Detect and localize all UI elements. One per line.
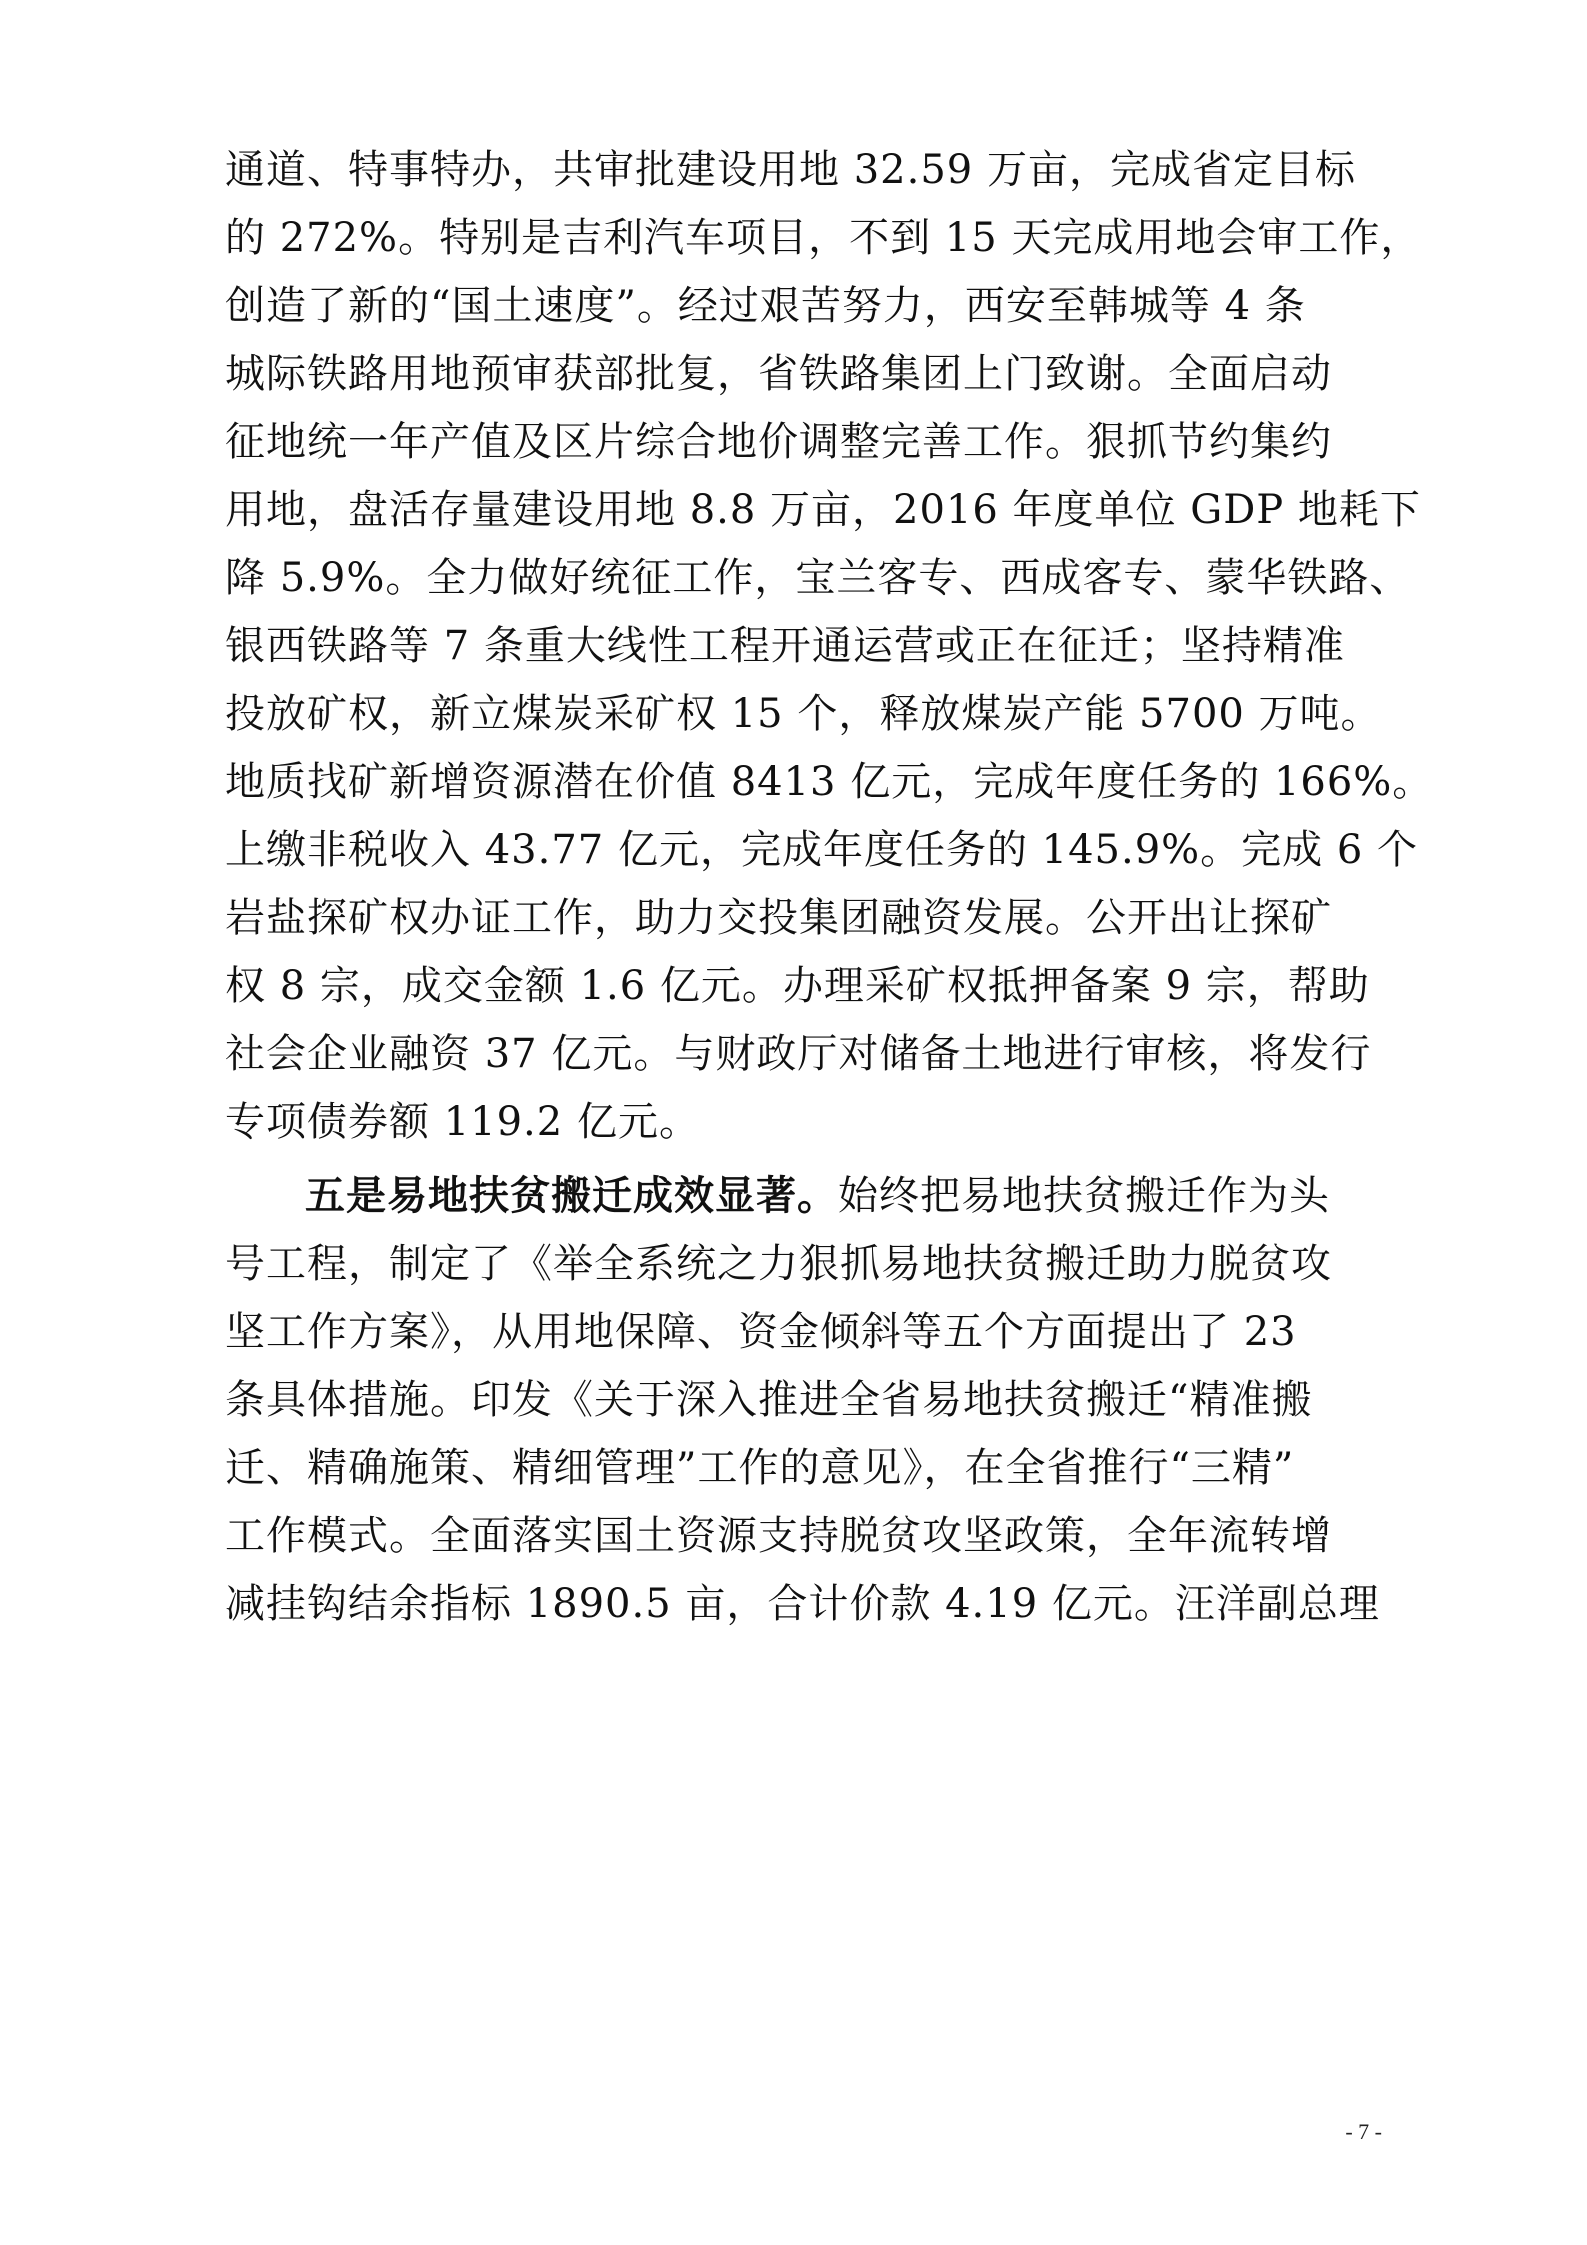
- paragraph-line-13: 权 8 宗，成交金额 1.6 亿元。办理采矿权抵押备案 9 宗，帮助: [225, 963, 1370, 1009]
- paragraph-line-5: 征地统一年产值及区片综合地价调整完善工作。狠抓节约集约: [225, 419, 1332, 465]
- paragraph-2-line-2: 号工程，制定了《举全系统之力狠抓易地扶贫搬迁助力脱贫攻: [225, 1241, 1332, 1287]
- paragraph-line-2: 的 272%。特别是吉利汽车项目，不到 15 天完成用地会审工作，: [225, 215, 1422, 261]
- page-number: - 7 -: [1345, 2119, 1382, 2144]
- paragraph-line-8: 银西铁路等 7 条重大线性工程开通运营或正在征迁；坚持精准: [225, 623, 1345, 669]
- paragraph-line-9: 投放矿权，新立煤炭采矿权 15 个，释放煤炭产能 5700 万吨。: [225, 691, 1382, 737]
- paragraph-line-3: 创造了新的“国土速度”。经过艰苦努力，西安至韩城等 4 条: [225, 283, 1306, 329]
- paragraph-2-line-6: 工作模式。全面落实国土资源支持脱贫攻坚政策，全年流转增: [225, 1513, 1332, 1559]
- section-lead-rest: 始终把易地扶贫搬迁作为头: [838, 1173, 1330, 1219]
- paragraph-2-line-4: 条具体措施。印发《关于深入推进全省易地扶贫搬迁“精准搬: [225, 1377, 1313, 1423]
- paragraph-line-7: 降 5.9%。全力做好统征工作，宝兰客专、西成客专、蒙华铁路、: [225, 555, 1411, 601]
- paragraph-line-15: 专项债券额 119.2 亿元。: [225, 1099, 700, 1145]
- section-lead-heading: 五是易地扶贫搬迁成效显著。: [305, 1172, 838, 1219]
- paragraph-2-line-7: 减挂钩结余指标 1890.5 亩，合计价款 4.19 亿元。汪洋副总理: [225, 1581, 1380, 1627]
- paragraph-2-line-3: 坚工作方案》，从用地保障、资金倾斜等五个方面提出了 23: [225, 1309, 1297, 1355]
- paragraph-line-14: 社会企业融资 37 亿元。与财政厅对储备土地进行审核，将发行: [225, 1031, 1372, 1077]
- paragraph-line-11: 上缴非税收入 43.77 亿元，完成年度任务的 145.9%。完成 6 个: [225, 827, 1419, 873]
- paragraph-line-6: 用地，盘活存量建设用地 8.8 万亩，2016 年度单位 GDP 地耗下: [225, 487, 1421, 533]
- paragraph-2-first-line: [305, 1164, 1385, 1228]
- paragraph-line-4: 城际铁路用地预审获部批复，省铁路集团上门致谢。全面启动: [225, 351, 1332, 397]
- paragraph-2-line-5: 迁、精确施策、精细管理”工作的意见》，在全省推行“三精”: [225, 1445, 1295, 1491]
- paragraph-line-12: 岩盐探矿权办证工作，助力交投集团融资发展。公开出让探矿: [225, 895, 1332, 941]
- paragraph-line-1: 通道、特事特办，共审批建设用地 32.59 万亩，完成省定目标: [225, 147, 1356, 193]
- paragraph-line-10: 地质找矿新增资源潜在价值 8413 亿元，完成年度任务的 166%。: [225, 759, 1434, 805]
